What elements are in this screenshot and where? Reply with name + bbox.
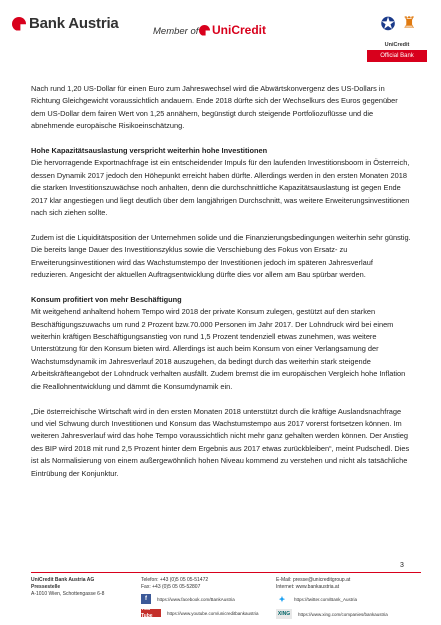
footer-web-block <box>276 577 350 591</box>
facebook-url: https://www.facebook.com/BankAustria <box>157 596 235 602</box>
xing-link[interactable] <box>276 609 388 619</box>
youtube-icon: You Tube <box>141 609 161 617</box>
badge-unicredit: UniCredit <box>384 42 410 48</box>
paragraph: Nach rund 1,20 US-Dollar für einen Euro zum Jahreswechsel wird die Abwärtskonvergenz des US-Dollars in Richtung Gleichgewicht voraussichtlich andauern. Ende 2018 dürfte sich der Wechselkurs des Euros gegenüber dem US-Dollar dem fairen Wert von 1,25 annähern, begünstigt durch steigende Portfoliozuflüsse und die abnehmende europäische Risikoeinschätzung. <box>31 84 398 131</box>
twitter-link[interactable] <box>276 594 357 604</box>
footer-address: A-1010 Wien, Schottengasse 6-8 <box>31 591 105 597</box>
page-number: 3 <box>400 562 404 569</box>
unicredit-logo <box>199 23 266 37</box>
xing-url: https://www.xing.com/companies/bankaustria <box>298 611 388 617</box>
page-footer <box>31 572 421 619</box>
twitter-bird-icon: ✦ <box>276 594 288 604</box>
footer-phone: Telefon: +43 (0)5 05 05-51472 <box>141 577 209 583</box>
xing-icon: XING <box>276 609 292 619</box>
page-header <box>0 0 441 72</box>
footer-company: UniCredit Bank Austria AG <box>31 577 95 583</box>
bank-austria-logo <box>12 15 119 32</box>
youtube-link[interactable] <box>141 606 259 619</box>
facebook-icon: f <box>141 594 151 604</box>
badge-official-bank: Official Bank <box>367 50 427 62</box>
unicredit-small-mark-icon <box>199 25 210 36</box>
footer-email[interactable]: E-Mail: presse@unicreditgroup.at <box>276 577 351 583</box>
unicredit-mark-icon <box>12 17 26 31</box>
official-bank-badge <box>367 6 427 68</box>
brand-name: Bank Austria <box>29 15 119 32</box>
youtube-url: https://www.youtube.com/unicreditbankaustria <box>167 610 259 616</box>
paragraph: Die hervorragende Exportnachfrage ist ein entscheidender Impuls für den laufenden Investitionsboom in Österreich, dessen Dynamik 2017 jedoch den Höhepunkt erreicht haben dürfte. Allerdings werden in den ersten Monaten 2018 die starken Investitionszuwächse noch anhalten, denn die durchschnittliche Kapazitätsauslastung ist gegen Ende 2017 klar angestiegen und liegt deutlich über dem langjährigen Durchschnitt, was weitere Erweiterungsinvestitionen nach sich ziehen sollte. <box>31 158 410 218</box>
footer-internet[interactable]: Internet: www.bankaustria.at <box>276 584 340 590</box>
footer-dept: Pressestelle <box>31 584 61 590</box>
paragraph: „Die österreichische Wirtschaft wird in den ersten Monaten 2018 unterstützt durch die kräftige Auslandsnachfrage und viel Schwung durch Investitionen und Konsum das Wachstumstempo aus 2017 vorerst fortsetzen können. Im weiteren Jahresverlauf wird das hohe Tempo voraussichtlich nicht mehr ganz gehalten werden können. Der Anstieg des BIP wird 2018 mit rund 2,5 Prozent hinter dem Ergebnis aus 2017 etwas zurückbleiben“, meint Pudschedl. Dies ist als Normalisierung von einem außergewöhnlich hohen Niveau kommend zu verstehen und nicht als tatsächliche Eintrübung der Konjunktur. <box>31 406 410 478</box>
champions-league-star-icon: ✪ <box>380 14 396 34</box>
member-of-label: Member of <box>153 26 199 37</box>
footer-fax: Fax: +43 (0)5 05 05-52807 <box>141 584 201 590</box>
twitter-url: https://twitter.com/Bank_Austria <box>294 596 358 602</box>
unicredit-name: UniCredit <box>212 23 266 37</box>
footer-contact-block <box>141 577 208 591</box>
section-heading: Hohe Kapazitätsauslastung verspricht weiterhin hohe Investitionen <box>31 146 268 156</box>
section-heading: Konsum profitiert von mehr Beschäftigung <box>31 294 182 304</box>
footer-company-block <box>31 577 104 598</box>
paragraph: Zudem ist die Liquiditätsposition der Unternehmen solide und die Finanzierungsbedingungen weiterhin sehr günstig. Die bereits lange Dauer des Investitionszyklus sowie die Verschiebung des Fokus von Ersatz- zu Erweiterungsinvestitionen wird das Wachstumstempo der Investitionen jedoch im späteren Jahresverlauf reduzieren. Angesicht der aktuellen Auftragsentwicklung dürfte dies vor allem am Bau spürbar werden. <box>31 232 411 280</box>
facebook-link[interactable] <box>141 594 235 604</box>
paragraph: Mit weitgehend anhaltend hohem Tempo wird 2018 der private Konsum zulegen, gestützt auf den starken Beschäftigungszuwachs um rund 2 Prozent bzw.70.000 Personen im Jahr 2017. Der Lohndruck wird bei einem weiterhin kräftigen Beschäftigungsanstieg von rund 1,5 Prozent tendenziell etwas zunehmen, was weitere Unterstützung für den Konsum bieten wird. Allerdings ist auch beim Konsum von einer Verlangsamung der Wachstumsdynamik im Jahresverlauf 2018 auszugehen, da bedingt durch das weiterhin stark steigende Arbeitskräfteangebot der Lohndruck verhalten ausfällt. Zudem bremst die im europäischen Vergleich hohe Inflation die Reallohnentwicklung und dämmt die Konsumdynamik ein. <box>31 307 406 391</box>
europa-league-cup-icon: ♜ <box>402 15 417 32</box>
article-body <box>31 83 411 492</box>
